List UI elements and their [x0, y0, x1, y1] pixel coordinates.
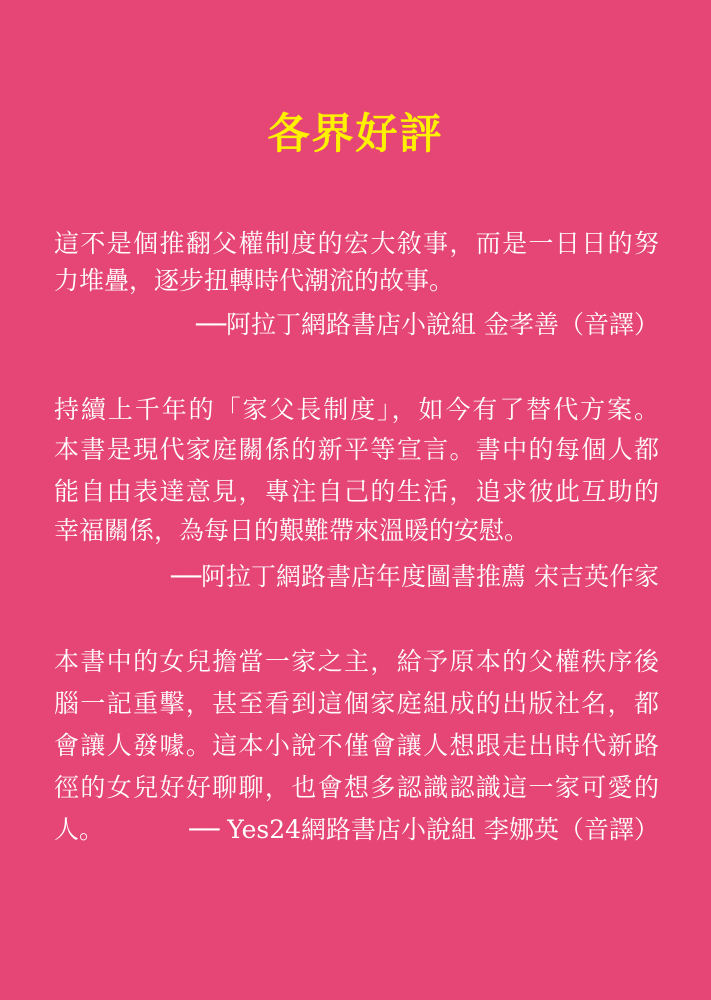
review-1-attribution: ──阿拉丁網路書店小說組 金孝善（音譯）	[195, 310, 659, 339]
review-2-line-2: 本書是現代家庭關係的新平等宣言。書中的每個人都	[54, 435, 659, 464]
review-2-attribution: ──阿拉丁網路書店年度圖書推薦 宋吉英作家	[170, 562, 659, 591]
review-3-line-5: 人。	[54, 815, 105, 844]
review-3-line-2: 腦一記重擊，甚至看到這個家庭組成的出版社名，都	[54, 689, 659, 718]
review-3-line-3: 會讓人發噱。這本小說不僅會讓人想跟走出時代新路	[54, 731, 659, 760]
review-3-last-row	[54, 812, 659, 848]
review-3-attribution: ── Yes24網路書店小說組 李娜英（音譯）	[189, 815, 659, 844]
review-2-line-4: 幸福關係，為每日的艱難帶來溫暖的安慰。	[54, 516, 530, 545]
review-1-line-1: 這不是個推翻父權制度的宏大敘事，而是一日日的努	[54, 229, 659, 258]
review-3-line-4: 徑的女兒好好聊聊，也會想多認識認識這一家可愛的	[54, 773, 659, 802]
page-title: 各界好評	[267, 109, 444, 158]
review-3-line-1: 本書中的女兒擔當一家之主，給予原本的父權秩序後	[54, 647, 659, 676]
review-2-line-3: 能自由表達意見，專注自己的生活，追求彼此互助的	[54, 477, 659, 506]
review-2-line-1: 持續上千年的「家父長制度」，如今有了替代方案。	[54, 395, 659, 424]
review-1-line-2: 力堆疊，逐步扭轉時代潮流的故事。	[54, 266, 455, 295]
